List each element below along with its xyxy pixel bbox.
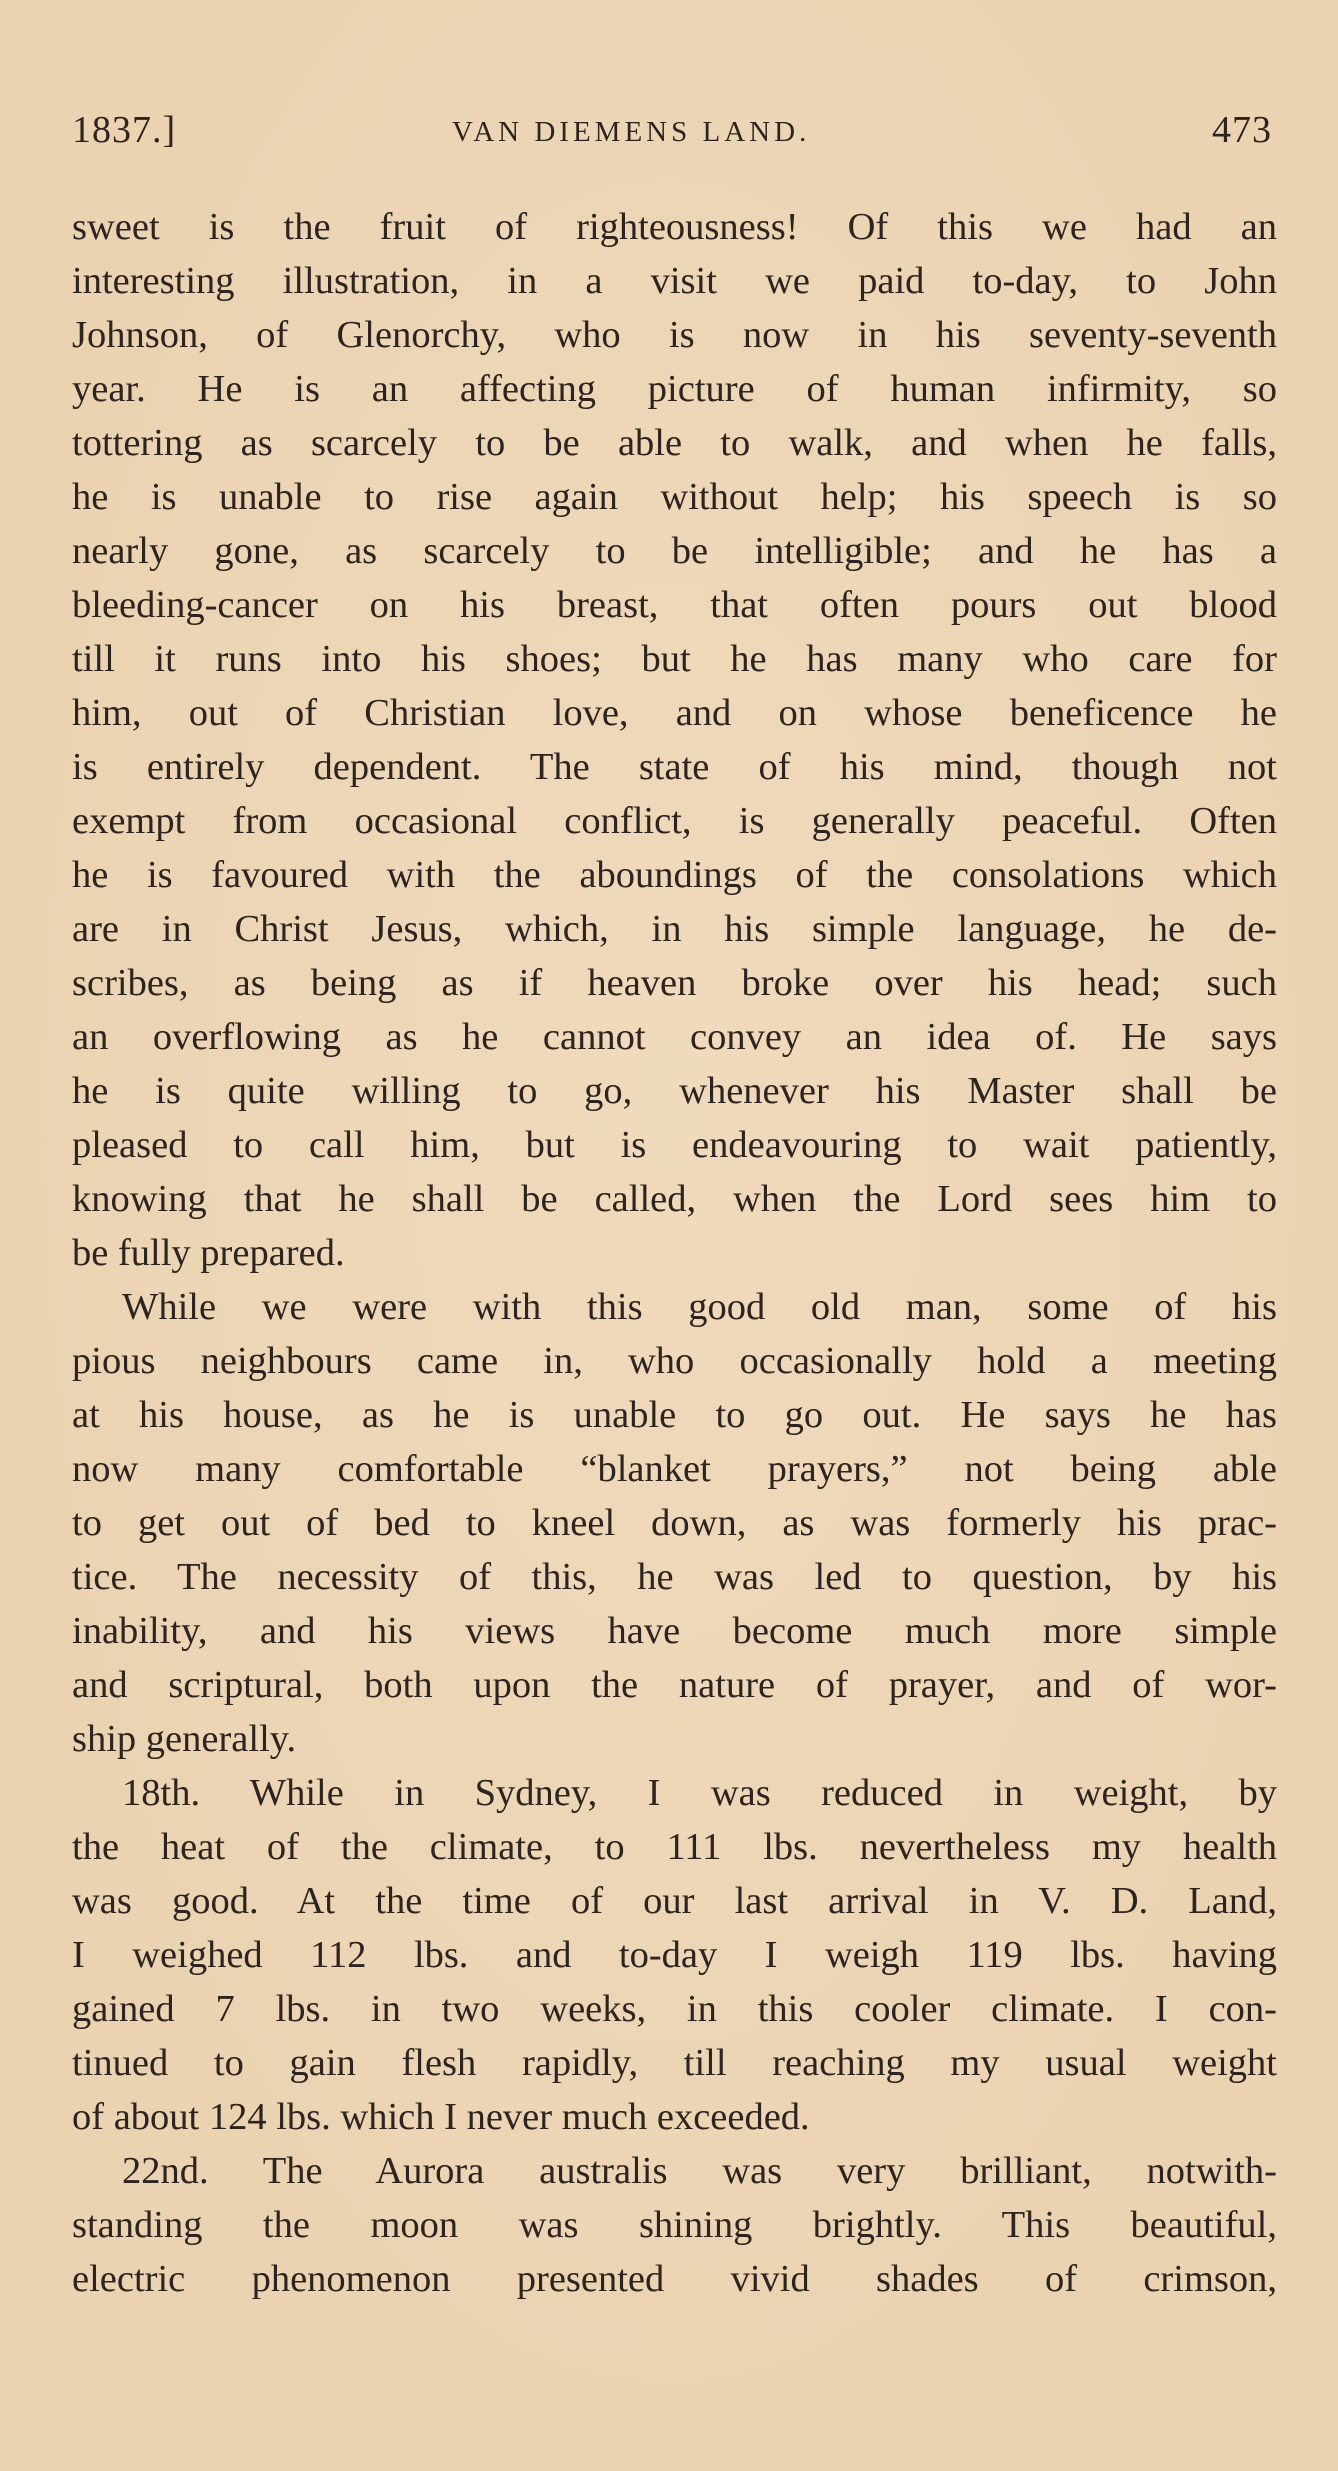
text-line: he is quite willing to go, whenever his Master shall be (72, 1070, 1277, 1112)
paragraph-start-line: 22nd. The Aurora australis was very brilliant, notwith- (122, 2150, 1277, 2192)
text-line: sweet is the fruit of righteousness! Of this we had an (72, 206, 1277, 248)
paragraph-end-line: be fully prepared. (72, 1232, 345, 1274)
running-head (72, 108, 1272, 168)
text-line: inability, and his views have become much more simple (72, 1610, 1277, 1652)
text-line: Johnson, of Glenorchy, who is now in his seventy-seventh (72, 314, 1277, 356)
text-line: knowing that he shall be called, when the Lord sees him to (72, 1178, 1277, 1220)
body-text (72, 200, 1277, 2306)
text-line: pleased to call him, but is endeavouring to wait patiently, (72, 1124, 1277, 1166)
text-line: interesting illustration, in a visit we paid to-day, to John (72, 260, 1277, 302)
page-number: 473 (1212, 109, 1272, 151)
running-head-year: 1837.] (72, 109, 177, 151)
text-line: was good. At the time of our last arrival in V. D. Land, (72, 1880, 1277, 1922)
text-line: are in Christ Jesus, which, in his simple language, he de- (72, 908, 1277, 950)
text-line: an overflowing as he cannot convey an idea of. He says (72, 1016, 1277, 1058)
text-line: and scriptural, both upon the nature of prayer, and of wor- (72, 1664, 1277, 1706)
text-line: is entirely dependent. The state of his mind, though not (72, 746, 1277, 788)
text-line: the heat of the climate, to 111 lbs. nevertheless my health (72, 1826, 1277, 1868)
text-line: till it runs into his shoes; but he has many who care for (72, 638, 1277, 680)
text-line: to get out of bed to kneel down, as was formerly his prac- (72, 1502, 1277, 1544)
paragraph-end-line: ship generally. (72, 1718, 297, 1760)
text-line: tinued to gain flesh rapidly, till reaching my usual weight (72, 2042, 1277, 2084)
text-line: standing the moon was shining brightly. This beautiful, (72, 2204, 1277, 2246)
text-line: I weighed 112 lbs. and to-day I weigh 119 lbs. having (72, 1934, 1277, 1976)
paragraph-start-line: While we were with this good old man, some of his (122, 1286, 1277, 1328)
text-line: pious neighbours came in, who occasionally hold a meeting (72, 1340, 1277, 1382)
paragraph-end-line: of about 124 lbs. which I never much exceeded. (72, 2096, 810, 2138)
text-line: now many comfortable “blanket prayers,” not being able (72, 1448, 1277, 1490)
text-line: exempt from occasional conflict, is generally peaceful. Often (72, 800, 1277, 842)
running-head-title: VAN DIEMENS LAND. (452, 116, 811, 148)
text-line: electric phenomenon presented vivid shades of crimson, (72, 2258, 1277, 2300)
text-line: bleeding-cancer on his breast, that often pours out blood (72, 584, 1277, 626)
text-line: tice. The necessity of this, he was led to question, by his (72, 1556, 1277, 1598)
text-line: scribes, as being as if heaven broke over his head; such (72, 962, 1277, 1004)
text-line: gained 7 lbs. in two weeks, in this cooler climate. I con- (72, 1988, 1277, 2030)
text-line: year. He is an affecting picture of human infirmity, so (72, 368, 1277, 410)
text-line: he is unable to rise again without help; his speech is so (72, 476, 1277, 518)
text-line: tottering as scarcely to be able to walk, and when he falls, (72, 422, 1277, 464)
text-line: nearly gone, as scarcely to be intelligible; and he has a (72, 530, 1277, 572)
text-line: at his house, as he is unable to go out. He says he has (72, 1394, 1277, 1436)
paragraph-start-line: 18th. While in Sydney, I was reduced in weight, by (122, 1772, 1277, 1814)
text-line: he is favoured with the aboundings of the consolations which (72, 854, 1277, 896)
text-line: him, out of Christian love, and on whose beneficence he (72, 692, 1277, 734)
